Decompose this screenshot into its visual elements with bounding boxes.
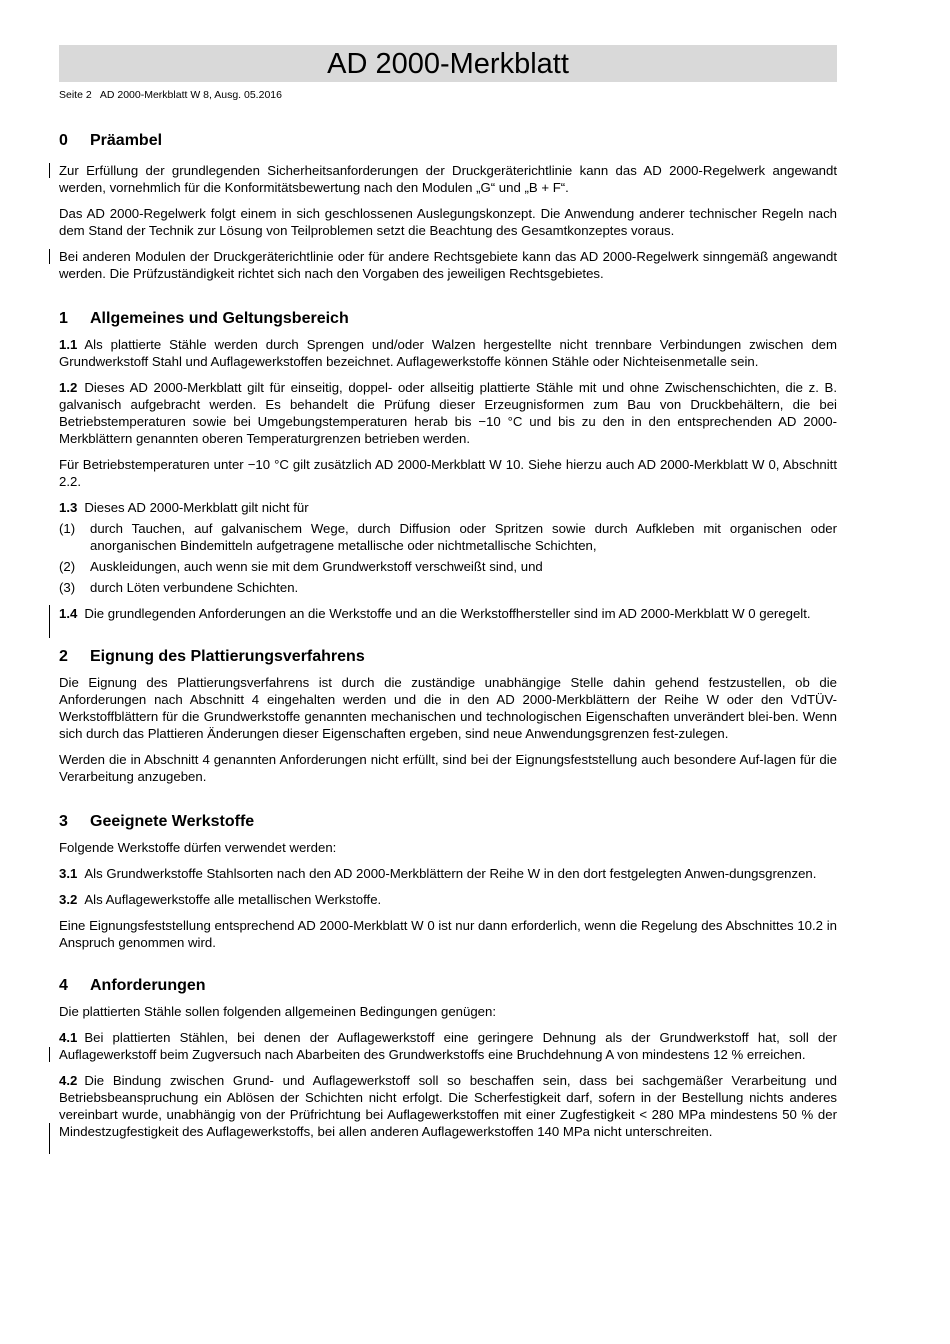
page-subheader: Seite 2 AD 2000-Merkblatt W 8, Ausg. 05.2016 <box>59 89 282 101</box>
section-heading: 0 Präambel <box>59 132 163 149</box>
list-item: (3) durch Löten verbundene Schichten. <box>59 580 299 595</box>
paragraph: Werden die in Abschnitt 4 genannten Anforderungen nicht erfüllt, sind bei der Eignungsfeststellung auch besondere Auf-lagen für die Verarbeitung anzugeben. <box>59 752 837 784</box>
paragraph: 1.2 Dieses AD 2000-Merkblatt gilt für einseitig, doppel- oder allseitig plattierte Stähle mit und ohne Zwischenschichten, die z. B. galvanisch aufgebracht werden. Es behandelt die Prüfung dieser Erzeugnisformen zum Bau von Druckbehältern, die bei Betriebstemperaturen sowie bei Umgebungstemperaturen herab bis −10 °C und bis zu den in den entsprechenden AD 2000-Merkblättern genannten oberen Temperaturgrenzen betrieben werden. <box>59 380 837 446</box>
section-requirements <box>59 976 837 1140</box>
page-content <box>59 106 837 1140</box>
paragraph: Zur Erfüllung der grundlegenden Sicherheitsanforderungen der Druckgeräterichtlinie kann das AD 2000-Regelwerk angewandt werden, vornehmlich für die Konformitätsbewertung nach den Modulen „G“ und „B + F“. <box>59 163 837 195</box>
paragraph-wrapper <box>59 1072 837 1140</box>
document-title: AD 2000-Merkblatt <box>327 48 569 80</box>
document-title-banner <box>59 45 837 82</box>
paragraph: Die plattierten Stähle sollen folgenden allgemeinen Bedingungen genügen: <box>59 1004 496 1019</box>
paragraph-wrapper <box>59 605 837 622</box>
section-heading: 3 Geeignete Werkstoffe <box>59 813 255 830</box>
paragraph: Das AD 2000-Regelwerk folgt einem in sich geschlossenen Auslegungskonzept. Die Anwendung anderer technischer Regeln nach dem Stand der Technik zur Lösung von Teilproblemen setzt die Beachtung des Gesamtkonzeptes voraus. <box>59 206 837 238</box>
list-item: (2) Auskleidungen, auch wenn sie mit dem Grundwerkstoff verschweißt sind, und <box>59 559 543 574</box>
paragraph-wrapper <box>59 248 837 282</box>
paragraph: Folgende Werkstoffe dürfen verwendet werden: <box>59 840 337 855</box>
paragraph: 1.1 Als plattierte Stähle werden durch Sprengen und/oder Walzen hergestellte nicht trennbare Verbindungen zwischen dem Grundwerkstoff Stahl und Auflagewerkstoffen bezeichnet. Auflagewerkstoffe können Stähle oder Nichteisenmetalle sein. <box>59 337 837 369</box>
section-general-scope <box>59 309 837 622</box>
section-heading: 1 Allgemeines und Geltungsbereich <box>59 310 349 327</box>
paragraph: Für Betriebstemperaturen unter −10 °C gilt zusätzlich AD 2000-Merkblatt W 10. Siehe hierzu auch AD 2000-Merkblatt W 0, Abschnitt 2.2. <box>59 457 837 489</box>
change-bar <box>49 1123 50 1154</box>
section-preamble <box>59 131 837 282</box>
section-heading: 2 Eignung des Plattierungsverfahrens <box>59 648 365 665</box>
paragraph-wrapper <box>59 162 837 196</box>
paragraph: 4.2 Die Bindung zwischen Grund- und Auflagewerkstoff soll so beschaffen sein, dass bei sachgemäßer Verarbeitung und Betriebsbeanspruchung ein Ablösen der Schichten nicht erfolgt. Die Scherfestigkeit darf, sofern in der Bestellung nichts anderes vereinbart wurde, unabhängig von der Prüfrichtung bei Auflagewerkstoffen mit einer Zugfestigkeit < 280 MPa mindestens 50 % der Mindestzugfestigkeit des Auflagewerkstoffs, bei allen anderen Auflagewerkstoffen 140 MPa nicht unterschreiten. <box>59 1073 837 1139</box>
paragraph: 1.4 Die grundlegenden Anforderungen an die Werkstoffe und an die Werkstoffhersteller sind im AD 2000-Merkblatt W 0 geregelt. <box>59 606 811 621</box>
paragraph-wrapper <box>59 1029 837 1063</box>
paragraph: 4.1 Bei plattierten Stählen, bei denen der Auflagewerkstoff eine geringere Dehnung als der Grundwerkstoff hat, soll der Auflagewerkstoff beim Zugversuch nach Abarbeiten des Grundwerkstoffs eine Bruchdehnung A von mindestens 12 % erreichen. <box>59 1030 837 1062</box>
change-bar <box>49 605 50 638</box>
paragraph: 3.1 Als Grundwerkstoffe Stahlsorten nach den AD 2000-Merkblättern der Reihe W in den dort festgelegten Anwen-dungsgrenzen. <box>59 866 817 881</box>
paragraph: 1.3 Dieses AD 2000-Merkblatt gilt nicht für <box>59 500 309 515</box>
section-cladding-suitability <box>59 647 837 785</box>
paragraph: Die Eignung des Plattierungsverfahrens ist durch die zuständige unabhängige Stelle dahin gehend festzustellen, ob die Anforderungen nach Abschnitt 4 eingehalten werden und die in den AD 2000-Merkblättern der Reihe W oder den VdTÜV-Werkstoffblättern für die Grundwerkstoffe genannten mechanischen und technologischen Eigenschaften unverändert blei-ben. Wenn sich durch das Plattieren Änderungen dieser Eigenschaften ergeben, sind neue Anwendungsgrenzen fest-zulegen. <box>59 675 837 741</box>
list-item: (1) durch Tauchen, auf galvanischem Wege, durch Diffusion oder Spritzen sowie durch Aufkleben mit organischen oder anorganischen Bindemitteln aufgetragene metallische oder nichtmetallische Schichten, <box>59 521 837 553</box>
change-bar <box>49 163 50 178</box>
paragraph: 3.2 Als Auflagewerkstoffe alle metallischen Werkstoffe. <box>59 892 382 907</box>
section-heading: 4 Anforderungen <box>59 977 206 994</box>
section-suitable-materials <box>59 812 837 951</box>
change-bar <box>49 1047 50 1062</box>
change-bar <box>49 249 50 264</box>
paragraph: Eine Eignungsfeststellung entsprechend AD 2000-Merkblatt W 0 ist nur dann erforderlich, wenn die Regelung des Abschnittes 10.2 in Anspruch genommen wird. <box>59 918 837 950</box>
paragraph: Bei anderen Modulen der Druckgeräterichtlinie oder für andere Rechtsgebiete kann das AD 2000-Regelwerk sinngemäß angewandt werden. Die Prüfzuständigkeit richtet sich nach den Vorgaben des jeweiligen Rechtsgebietes. <box>59 249 837 281</box>
